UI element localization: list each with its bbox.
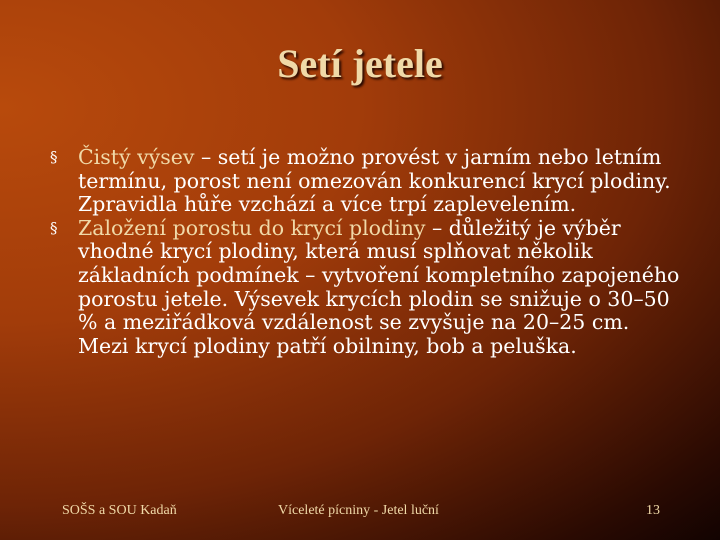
bullet-text: – důležitý je výběr vhodné krycí plodiny, která musí splňovat několik základních podmínek – vytvoření kompletního zapojeného porostu jetele. Výsevek krycích plodin se snižuje o 30–50 % a meziřádková vzdálenost se zvyšuje na 20–25 cm. Mezi krycí plodiny patří obilniny, bob a peluška. (78, 215, 680, 358)
bullet-item-pure-sowing (44, 146, 684, 217)
footer-topic: Víceleté pícniny - Jetel luční (278, 503, 439, 518)
bullet-term: Založení porostu do krycí plodiny (78, 215, 426, 240)
bullet-term: Čistý výsev (78, 145, 195, 169)
slide-number: 13 (646, 503, 660, 518)
bullet-list (44, 146, 684, 358)
bullet-text: – setí je možno provést v jarním nebo letním termínu, porost není omezován konkurencí krycí plodiny. Zpravidla hůře vzchází a více trpí zaplevelením. (78, 145, 671, 217)
bullet-item-cover-crop (44, 217, 684, 359)
bullet-marker: § (50, 148, 58, 166)
footer-school: SOŠS a SOU Kadaň (62, 503, 177, 518)
bullet-marker: § (50, 218, 58, 237)
slide-title: Setí jetele (277, 41, 443, 86)
